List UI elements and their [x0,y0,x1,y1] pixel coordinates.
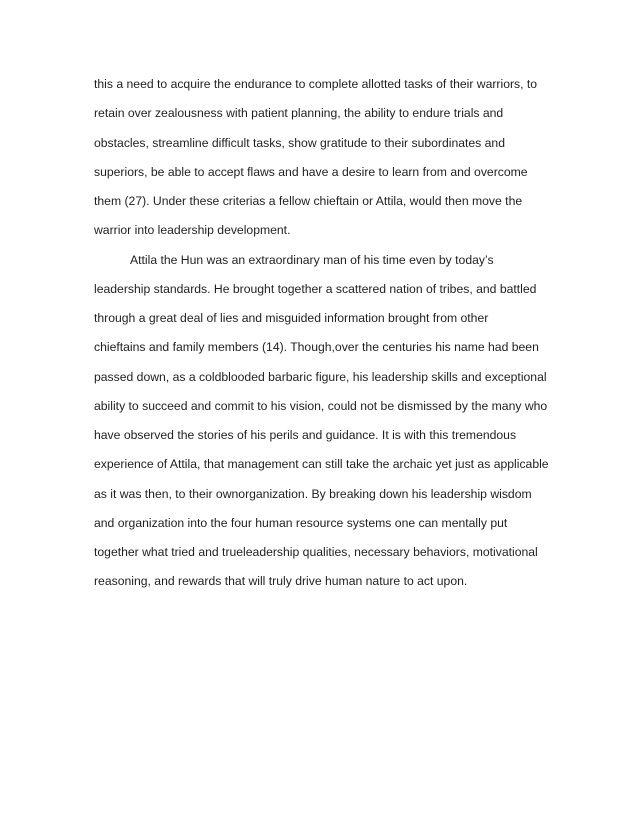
text-line: together what tried and trueleadership qualities, necessary behaviors, motivational [94,545,538,559]
text-line: leadership standards. He brought together a scattered nation of tribes, and battled [94,281,537,296]
body-text [94,74,554,601]
text-line: superiors, be able to accept flaws and have a desire to learn from and overcome [94,164,528,179]
text-line: them (27). Under these criterias a fellow chieftain or Attila, would then move the [94,194,523,208]
text-line: through a great deal of lies and misguided information brought from other [94,311,489,325]
text-line: warrior into leadership development. [94,223,291,238]
text-line: retain over zealousness with patient planning, the ability to endure trials and [94,106,504,121]
text-line: this a need to acquire the endurance to complete allotted tasks of their warriors, to [94,77,538,91]
text-line: reasoning, and rewards that will truly drive human nature to act upon. [94,574,468,589]
text-line: chieftains and family members (14). Though,over the centuries his name had been [94,340,539,355]
text-line: passed down, as a coldblooded barbaric figure, his leadership skills and exceptional [94,369,547,384]
text-line: experience of Attila, that management can still take the archaic yet just as applicable [94,457,549,472]
text-line: ability to succeed and commit to his vision, could not be dismissed by the many who [94,398,548,413]
text-line: and organization into the four human resource systems one can mentally put [94,515,508,530]
text-line: obstacles, streamline difficult tasks, show gratitude to their subordinates and [94,135,505,150]
text-line: have observed the stories of his perils and guidance. It is with this tremendous [94,428,517,442]
text-line: as it was then, to their ownorganization. By breaking down his leadership wisdom [94,486,532,501]
paragraph-1 [94,74,554,250]
text-line: Attila the Hun was an extraordinary man of his time even by today’s [130,252,494,267]
paragraph-2 [94,250,554,601]
